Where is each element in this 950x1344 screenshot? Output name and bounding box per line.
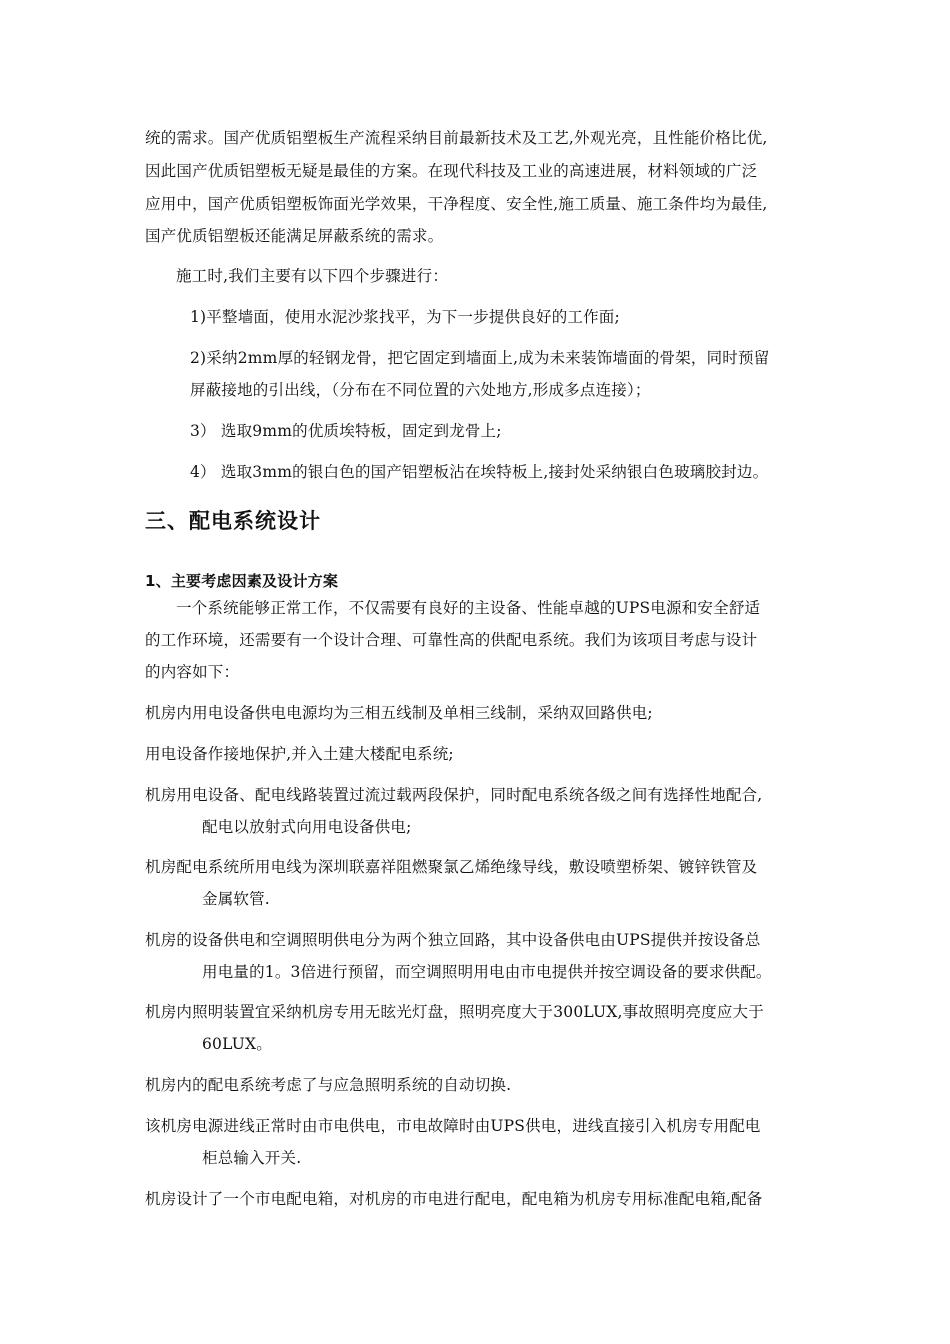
item-line-8: 该机房电源进线正常时由市电供电，市电故障时由UPS供电，进线直接引入机房专用配电 (145, 1117, 761, 1135)
item-line-5: 机房的设备供电和空调照明供电分为两个独立回路，其中设备供电由UPS提供并按设备总 (145, 931, 761, 949)
item-line-4-cont: 金属软管. (202, 890, 270, 908)
item-line-9: 机房设计了一个市电配电箱，对机房的市电进行配电，配电箱为机房专用标准配电箱,配备 (145, 1190, 763, 1208)
step-2-cont: 屏蔽接地的引出线，（分布在不同位置的六处地方,形成多点连接）； (190, 381, 651, 399)
section-title: 三、配电系统设计 (145, 509, 321, 533)
item-line-6-cont: 60LUX。 (202, 1035, 272, 1053)
design-line-1: 一个系统能够正常工作，不仅需要有良好的主设备、性能卓越的UPS电源和安全舒适 (176, 599, 761, 617)
intro-line-3: 应用中，国产优质铝塑板饰面光学效果，干净程度、安全性,施工质量、施工条件均为最佳, (145, 195, 768, 213)
intro-line-2: 因此国产优质铝塑板无疑是最佳的方案。在现代科技及工业的高速进展，材料领域的广泛 (145, 162, 758, 180)
item-line-7: 机房内的配电系统考虑了与应急照明系统的自动切换. (145, 1076, 512, 1094)
item-line-8-cont: 柜总输入开关. (202, 1149, 302, 1167)
item-line-3: 机房用电设备、配电线路装置过流过载两段保护，同时配电系统各级之间有选择性地配合, (145, 786, 763, 804)
step-1: 1)平整墙面，使用水泥沙浆找平，为下一步提供良好的工作面; (190, 308, 620, 326)
intro-line-1: 统的需求。国产优质铝塑板生产流程采纳目前最新技术及工艺,外观光亮，且性能价格比优, (145, 129, 768, 147)
item-line-5-cont: 用电量的1。3倍进行预留，而空调照明用电由市电提供并按空调设备的要求供配。 (202, 963, 772, 981)
design-line-2: 的工作环境，还需要有一个设计合理、可靠性高的供配电系统。我们为该项目考虑与设计 (145, 631, 758, 649)
step-3: 3） 选取9mm的优质埃特板，固定到龙骨上; (190, 422, 502, 440)
item-line-3-cont: 配电以放射式向用电设备供电; (202, 818, 412, 836)
design-line-3: 的内容如下： (145, 663, 240, 681)
step-2: 2)采纳2mm厚的轻钢龙骨，把它固定到墙面上,成为未来装饰墙面的骨架，同时预留 (190, 349, 770, 367)
subsection-title: 1、主要考虑因素及设计方案 (145, 572, 339, 590)
item-line-2: 用电设备作接地保护,并入土建大楼配电系统; (145, 745, 454, 763)
steps-intro: 施工时,我们主要有以下四个步骤进行： (176, 267, 449, 285)
intro-line-4: 国产优质铝塑板还能满足屏蔽系统的需求。 (145, 227, 444, 245)
step-4: 4） 选取3mm的银白色的国产铝塑板沾在埃特板上,接封处采纳银白色玻璃胶封边。 (190, 463, 769, 481)
item-line-6: 机房内照明装置宜采纳机房专用无眩光灯盘，照明亮度大于300LUX,事故照明亮度应大于 (145, 1003, 764, 1021)
item-line-1: 机房内用电设备供电电源均为三相五线制及单相三线制，采纳双回路供电; (145, 704, 653, 722)
item-line-4: 机房配电系统所用电线为深圳联嘉祥阻燃聚氯乙烯绝缘导线，敷设喷塑桥架、镀锌铁管及 (145, 858, 758, 876)
